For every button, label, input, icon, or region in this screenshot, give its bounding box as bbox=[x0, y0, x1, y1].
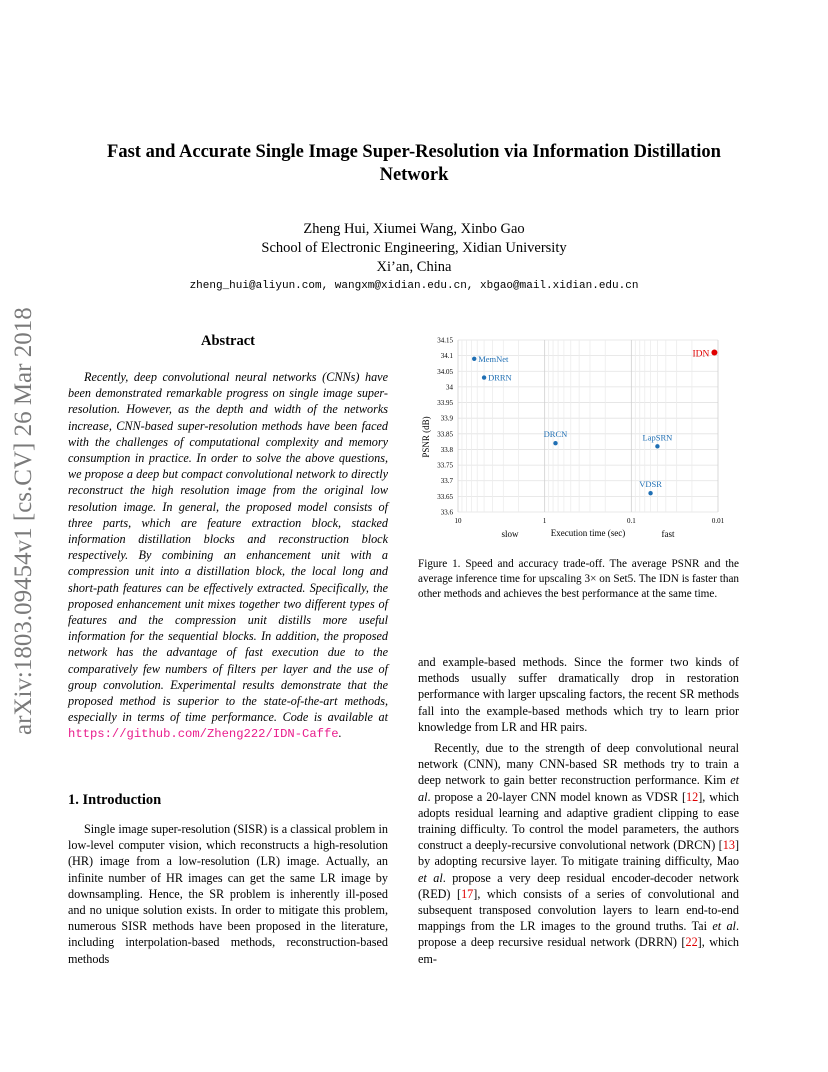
et-al: et al bbox=[418, 773, 739, 804]
y-tick-label: 34.15 bbox=[437, 336, 453, 345]
abstract-body: Recently, deep convolutional neural networks (CNNs) have been demonstrated remarkable progress on single image super-resolution. However, as the depth and width of the networks increase, CNN-based super-resolution methods have been faced with the challenges of computational complexity and memory consumption in practice. In order to solve the above questions, we propose a deep but compact convolutional network to directly reconstruct the high resolution image from the original low resolution image. In general, the proposed model consists of three parts, which are feature extraction block, stacked information distillation blocks and reconstruction block respectively. By combining an enhancement unit with a compression unit into a distillation block, the local long and short-path features can be effectively extracted. Specifically, the proposed enhancement unit mixes together two different types of features and the compression unit distills more useful information for the sequential blocks. In addition, the proposed network has the advantage of fast execution due to the comparatively few numbers of filters per layer and the use of group convolution. Experimental results demonstrate that the proposed method is superior to the state-of-the-art methods, especially in terms of time performance. Code is available at bbox=[68, 370, 388, 725]
y-tick-label: 33.9 bbox=[440, 414, 453, 423]
location: Xi’an, China bbox=[376, 259, 452, 275]
text-run: . propose a very deep residual encoder-decoder network (RED) [ bbox=[418, 870, 739, 901]
y-tick-label: 34.1 bbox=[440, 352, 453, 361]
citation-17[interactable]: 17 bbox=[461, 886, 474, 901]
y-tick-label: 33.85 bbox=[437, 430, 453, 439]
point-label-vdsr: VDSR bbox=[639, 479, 662, 490]
abstract-section bbox=[68, 333, 388, 743]
citation-13[interactable]: 13 bbox=[722, 838, 735, 853]
y-tick-label: 33.65 bbox=[437, 492, 453, 501]
fast-annotation: fast bbox=[661, 529, 675, 539]
y-tick-label: 34.05 bbox=[437, 367, 453, 376]
slow-annotation: slow bbox=[501, 529, 519, 539]
paper-title bbox=[60, 141, 768, 187]
x-tick-labels bbox=[455, 517, 725, 525]
abstract-heading: Abstract bbox=[201, 333, 255, 349]
x-tick-label: 0.01 bbox=[711, 517, 725, 525]
speed-accuracy-chart bbox=[418, 332, 738, 544]
author-block bbox=[0, 220, 828, 277]
data-point-lapsrn bbox=[655, 444, 659, 448]
data-point-vdsr bbox=[648, 491, 652, 495]
text-run: ], which em- bbox=[418, 935, 740, 966]
point-label-drcn: DRCN bbox=[543, 429, 568, 440]
y-tick-label: 33.6 bbox=[440, 508, 453, 517]
introduction-section bbox=[68, 792, 388, 967]
author-emails: zheng_hui@aliyun.com, wangxm@xidian.edu.cn, xbgao@mail.xidian.edu.cn bbox=[189, 280, 639, 292]
text-run: . propose a 20-layer CNN model known as VDSR [ bbox=[427, 789, 687, 804]
arxiv-identifier: arXiv:1803.09454v1 [cs.CV] 26 Mar 2018 bbox=[10, 307, 37, 735]
point-label-memnet: MemNet bbox=[478, 353, 509, 364]
abstract-text: Recently, deep convolutional neural networks (CNNs) have been demonstrated remarkable progress on single image super-resolution. However, as the depth and width of the networks increase, CNN-based super-resolution methods have been faced with the challenges of computational complexity and memory consumption in practice. In order to solve the above questions, we propose a deep but compact convolutional network to directly reconstruct the high resolution image from the original low resolution image. In general, the proposed model consists of three parts, which are feature extraction block, stacked information distillation blocks and reconstruction block respectively. By combining an enhancement unit with a compression unit into a distillation block, the local long and short-path features can be effectively extracted. Specifically, the proposed enhancement unit mixes together two different types of features and the compression unit distills more useful information for the sequential blocks. In addition, the proposed network has the advantage of fast execution due to the comparatively few numbers of filters per layer and the use of group convolution. Experimental results demonstrate that the proposed method is superior to the state-of-the-art methods, especially in terms of time performance. Code is available at https://github.com/Zheng222/IDN-Caffe. bbox=[68, 370, 388, 742]
x-tick-label: 1 bbox=[542, 517, 547, 525]
data-point-memnet bbox=[472, 357, 476, 361]
x-tick-label: 0.1 bbox=[626, 517, 636, 525]
y-tick-label: 34 bbox=[446, 383, 453, 392]
data-point-idn bbox=[711, 350, 717, 356]
title-line-1: Fast and Accurate Single Image Super-Resolution via Information Distillation bbox=[107, 142, 721, 162]
point-label-drrn: DRRN bbox=[488, 372, 512, 383]
text-run: Recently, due to the strength of deep convolutional neural network (CNN), many CNN-based SR methods try to train a deep network to gain better reconstruction performance. Kim bbox=[418, 741, 739, 788]
related-work-paragraph bbox=[418, 740, 739, 967]
citation-12[interactable]: 12 bbox=[686, 789, 699, 804]
point-label-idn: IDN bbox=[692, 349, 710, 360]
et-al: et al bbox=[712, 919, 736, 934]
figure-caption: Figure 1. Speed and accuracy trade-off. The average PSNR and the average inference time for upscaling 3× on Set5. The IDN is faster than other methods and achieves the best performance at the same time. bbox=[418, 558, 739, 600]
y-tick-label: 33.75 bbox=[437, 461, 453, 470]
point-label-lapsrn: LapSRN bbox=[642, 432, 673, 443]
chart-grid bbox=[458, 340, 718, 512]
example-based-paragraph: and example-based methods. Since the former two kinds of methods usually suffer dramatically drop in restoration performance with larger upscaling factors, the recent SR methods fall into the example-based methods which try to learn prior knowledge from LR and HR pairs. bbox=[418, 655, 739, 734]
text-run: ] by adopting recursive layer. To mitigate training difficulty, Mao bbox=[418, 838, 739, 869]
introduction-heading: 1. Introduction bbox=[68, 792, 162, 808]
data-point-drrn bbox=[482, 375, 486, 379]
title-line-2: Network bbox=[379, 165, 449, 185]
y-tick-label: 33.95 bbox=[437, 399, 453, 408]
authors: Zheng Hui, Xiumei Wang, Xinbo Gao bbox=[303, 221, 525, 237]
data-point-drcn bbox=[553, 441, 557, 445]
y-tick-label: 33.8 bbox=[440, 445, 453, 454]
citation-22[interactable]: 22 bbox=[685, 935, 698, 950]
y-tick-label: 33.7 bbox=[440, 477, 453, 486]
text-run: ], which consists of a series of convolutional and subsequent transposed convolution layers to learn end-to-end mappings from the LR images to the ground truths. Tai bbox=[418, 886, 739, 934]
affiliation: School of Electronic Engineering, Xidian University bbox=[261, 240, 567, 256]
text-run: ], which adopts residual learning and adaptive gradient clipping to ease training difficulty. To control the model parameters, the authors construct a deeply-recursive convolutional network (DRCN) [ bbox=[418, 789, 739, 853]
y-axis-label: PSNR (dB) bbox=[421, 416, 431, 458]
et-al: et al bbox=[418, 870, 443, 885]
x-tick-label: 10 bbox=[454, 517, 462, 525]
text-run: . propose a deep recursive residual network (DRRN) [ bbox=[418, 919, 739, 950]
abstract-code-link[interactable]: https://github.com/Zheng222/IDN-Caffe bbox=[68, 727, 339, 742]
y-tick-labels bbox=[437, 337, 453, 517]
introduction-text: Single image super-resolution (SISR) is a classical problem in low-level computer vision, which reconstructs a high-resolution (HR) image from a low-resolution (LR) image. Actually, an infinite number of HR images can get the same LR image by downsampling. Hence, the SR problem is inherently ill-posed and no unique solution exists. In order to mitigate this problem, numerous SISR methods have been proposed in the literature, including interpolation-based methods, reconstruction-based methods bbox=[68, 822, 388, 966]
x-axis-label: Execution time (sec) bbox=[550, 528, 626, 538]
right-column-text bbox=[418, 654, 739, 967]
